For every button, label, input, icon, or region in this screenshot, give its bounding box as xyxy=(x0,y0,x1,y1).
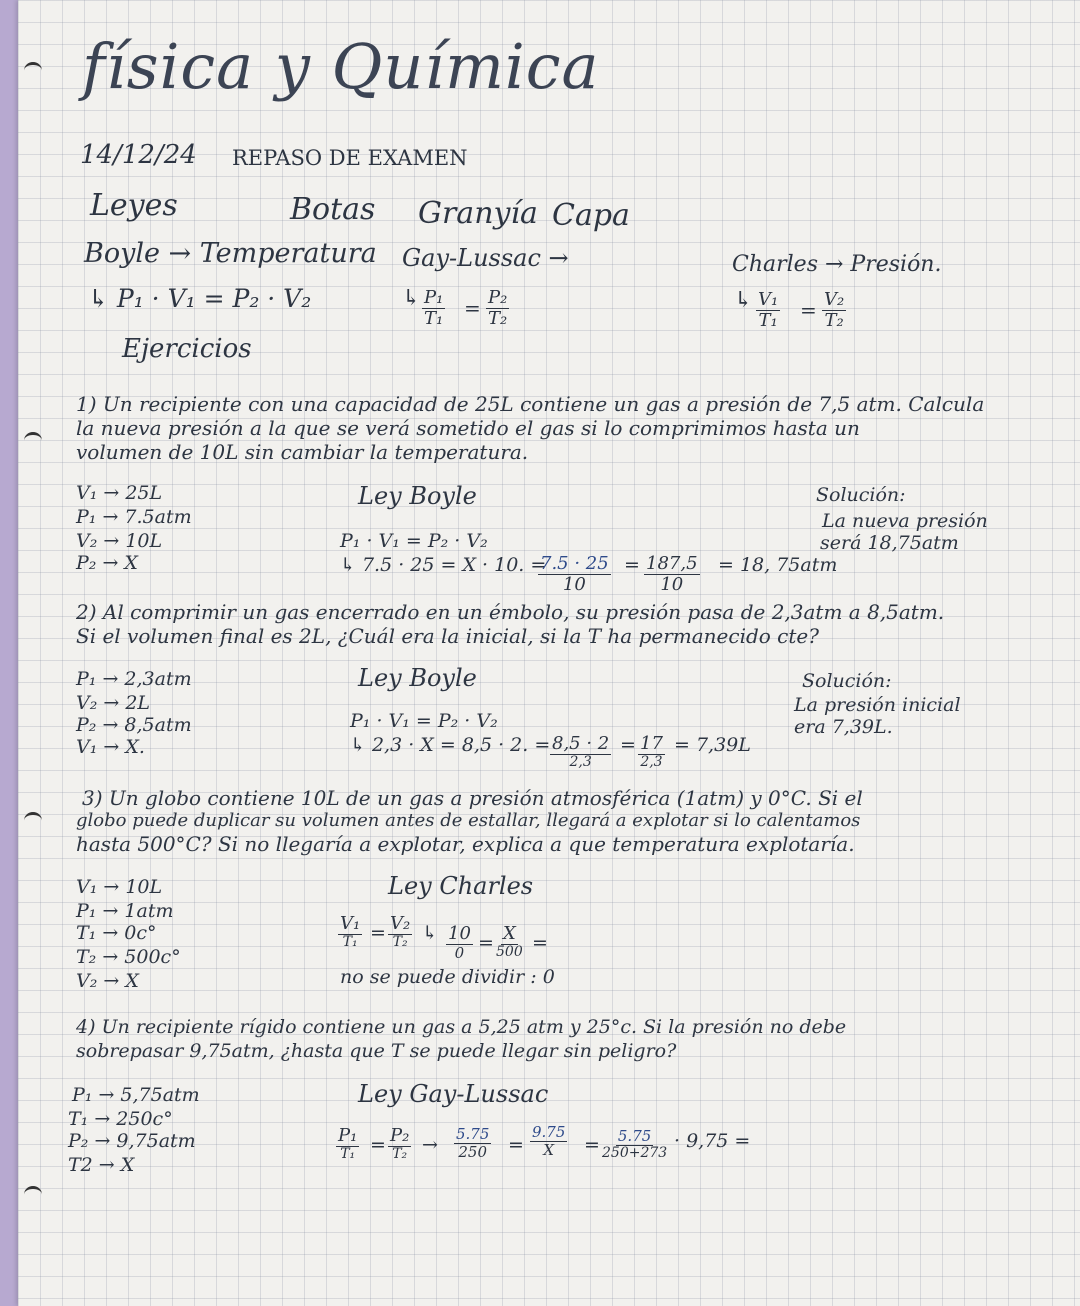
equals-sign: = xyxy=(370,1134,386,1156)
ex2-data-item: V₂ → 2L xyxy=(76,692,151,714)
numerator: P₂ xyxy=(390,1125,410,1146)
ex4-fraction xyxy=(388,1126,411,1162)
ex1-fraction-result xyxy=(644,554,700,595)
numerator: 7.5 · 25 xyxy=(540,553,609,574)
denominator: T₂ xyxy=(824,309,844,331)
ex3-data-item: T₁ → 0c° xyxy=(76,922,157,944)
laws-label: Leyes xyxy=(90,188,178,223)
numerator: V₁ xyxy=(340,913,361,934)
denominator: T₂ xyxy=(488,307,508,329)
gay-lussac-fraction-left xyxy=(422,288,445,329)
equals-sign: = xyxy=(478,932,494,954)
ex2-equation: P₁ · V₁ = P₂ · V₂ xyxy=(350,710,498,732)
ring-hole-icon xyxy=(24,432,42,449)
ex1-statement-line: volumen de 10L sin cambiar la temperatura. xyxy=(76,440,529,464)
gay-lussac-arrow: ↳ xyxy=(402,286,421,311)
ex4-data-item: P₁ → 5,75atm xyxy=(72,1084,200,1106)
ex3-fraction xyxy=(446,924,473,961)
numerator: X xyxy=(502,923,516,944)
numerator: 17 xyxy=(640,733,663,754)
ex2-law: Ley Boyle xyxy=(358,664,477,692)
ex1-calculation: ↳ 7.5 · 25 = X · 10. = xyxy=(340,554,547,576)
ex4-fraction xyxy=(602,1128,667,1161)
denominator: X xyxy=(543,1140,555,1159)
ex4-fraction xyxy=(530,1124,567,1158)
ex2-calculation: ↳ 2,3 · X = 8,5 · 2. = xyxy=(350,734,551,756)
ex3-note: no se puede dividir : 0 xyxy=(340,966,555,988)
numerator: 187,5 xyxy=(646,553,698,574)
ex1-data-item: P₁ → 7.5atm xyxy=(76,506,192,528)
notebook-page xyxy=(18,0,1080,1306)
gay-lussac-fraction-right xyxy=(486,288,509,329)
ex3-arrow: ↳ xyxy=(422,922,438,944)
exercises-heading: Ejercicios xyxy=(122,334,252,364)
ex2-result: = 7,39L xyxy=(674,734,751,756)
ex3-data-item: V₁ → 10L xyxy=(76,876,163,898)
numerator: 8,5 · 2 xyxy=(552,733,610,754)
ex3-equals-tail: = xyxy=(532,932,548,954)
ring-hole-icon xyxy=(24,812,42,829)
denominator: 250+273 xyxy=(602,1144,668,1161)
ring-hole-icon xyxy=(24,62,42,79)
numerator: P₁ xyxy=(424,287,444,308)
ex2-statement-line: 2) Al comprimir un gas encerrado en un émbolo, su presión pasa de 2,3atm a 8,5atm. xyxy=(76,600,945,624)
mnemonic-granja: Granyía xyxy=(418,196,538,231)
equals-sign: = xyxy=(800,298,817,322)
ex1-solution-label: Solución: xyxy=(816,484,906,506)
denominator: 500 xyxy=(496,943,523,960)
ex4-data-item: T2 → X xyxy=(68,1154,135,1176)
denominator: 2,3 xyxy=(640,753,663,770)
numerator: 5.75 xyxy=(456,1125,490,1143)
numerator: 10 xyxy=(448,923,471,944)
numerator: P₁ xyxy=(338,1125,358,1146)
denominator: 0 xyxy=(454,943,465,962)
ex1-data-item: V₁ → 25L xyxy=(76,482,163,504)
numerator: 9.75 xyxy=(532,1123,566,1141)
ex1-law: Ley Boyle xyxy=(358,482,477,510)
ex1-solution-text: será 18,75atm xyxy=(820,532,959,554)
charles-arrow: ↳ xyxy=(734,288,753,313)
ex1-data-item: V₂ → 10L xyxy=(76,530,163,552)
mnemonic-capa: Capa xyxy=(552,198,630,233)
page-title: física y Química xyxy=(82,30,600,103)
equals-sign: = xyxy=(584,1134,600,1156)
ex3-statement-line: 3) Un globo contiene 10L de un gas a presión atmosférica (1atm) y 0°C. Si el xyxy=(82,786,863,810)
ex3-law: Ley Charles xyxy=(388,872,534,900)
ex3-statement-line: globo puede duplicar su volumen antes de estallar, llegará a explotar si lo calentamos xyxy=(76,810,861,831)
denominator: 10 xyxy=(562,573,586,595)
charles-fraction-right xyxy=(822,290,846,331)
gay-lussac-label: Gay-Lussac → xyxy=(402,244,569,272)
minus-sign: = xyxy=(624,554,640,576)
ex3-fraction xyxy=(338,914,362,950)
ex4-law: Ley Gay-Lussac xyxy=(358,1080,549,1108)
ex4-arrow: → xyxy=(422,1134,438,1156)
ex2-solution-text: La presión inicial xyxy=(794,694,961,716)
ex4-data-item: T₁ → 250c° xyxy=(68,1108,173,1130)
denominator: 10 xyxy=(660,573,684,595)
numerator: V₂ xyxy=(390,913,411,934)
ex3-data-item: P₁ → 1atm xyxy=(76,900,174,922)
ex2-data-item: V₁ → X. xyxy=(76,736,145,758)
ex3-fraction xyxy=(496,924,523,960)
ring-hole-icon xyxy=(24,1186,42,1203)
denominator: T₂ xyxy=(392,1145,408,1162)
equals-sign: = xyxy=(370,922,386,944)
denominator: 250 xyxy=(458,1142,488,1161)
numerator: P₂ xyxy=(488,287,508,308)
ex4-fraction xyxy=(454,1126,491,1160)
ex2-data-item: P₁ → 2,3atm xyxy=(76,668,192,690)
ex4-statement-line: 4) Un recipiente rígido contiene un gas a 5,25 atm y 25°c. Si la presión no debe xyxy=(76,1016,847,1038)
ex2-fraction xyxy=(550,734,611,770)
boyle-label: Boyle → Temperatura xyxy=(84,238,377,269)
ex4-tail: · 9,75 = xyxy=(674,1130,751,1152)
ex2-data-item: P₂ → 8,5atm xyxy=(76,714,192,736)
ex3-data-item: V₂ → X xyxy=(76,970,139,992)
charles-fraction-left xyxy=(756,290,780,331)
ex3-fraction xyxy=(388,914,412,950)
ex4-fraction xyxy=(336,1126,359,1162)
ex2-statement-line: Si el volumen final es 2L, ¿Cuál era la inicial, si la T ha permanecido cte? xyxy=(76,624,819,648)
denominator: T₁ xyxy=(342,933,358,950)
ex1-fraction xyxy=(538,554,611,595)
ex2-solution-label: Solución: xyxy=(802,670,892,692)
section-heading: REPASO DE EXAMEN xyxy=(232,146,468,170)
equals-sign: = xyxy=(464,296,481,320)
ex1-statement-line: la nueva presión a la que se verá sometido el gas si lo comprimimos hasta un xyxy=(76,416,860,440)
ex1-statement-line: 1) Un recipiente con una capacidad de 25L contiene un gas a presión de 7,5 atm. Calcula xyxy=(76,392,985,416)
denominator: T₁ xyxy=(424,307,444,329)
boyle-formula: ↳ P₁ · V₁ = P₂ · V₂ xyxy=(88,284,312,313)
ex4-data-item: P₂ → 9,75atm xyxy=(68,1130,196,1152)
denominator: 2,3 xyxy=(569,753,592,770)
numerator: V₁ xyxy=(758,289,779,310)
numerator: V₂ xyxy=(824,289,845,310)
ex1-solution-text: La nueva presión xyxy=(822,510,988,532)
equals-sign: = xyxy=(620,734,636,756)
ex3-statement-line: hasta 500°C? Si no llegaría a explotar, explica a que temperatura explotaría. xyxy=(76,832,855,856)
denominator: T₂ xyxy=(392,933,408,950)
ex1-data-item: P₂ → X xyxy=(76,552,138,574)
ex3-data-item: T₂ → 500c° xyxy=(76,946,181,968)
charles-label: Charles → Presión. xyxy=(732,252,942,277)
ex2-fraction-result xyxy=(638,734,665,770)
ex1-equation: P₁ · V₁ = P₂ · V₂ xyxy=(340,530,488,552)
ex4-statement-line: sobrepasar 9,75atm, ¿hasta que T se puede llegar sin peligro? xyxy=(76,1040,677,1062)
numerator: 5.75 xyxy=(617,1127,652,1145)
denominator: T₁ xyxy=(340,1145,356,1162)
ex2-solution-text: era 7,39L. xyxy=(794,716,893,738)
denominator: T₁ xyxy=(758,309,778,331)
equals-sign: = xyxy=(508,1134,524,1156)
date: 14/12/24 xyxy=(80,140,197,170)
mnemonic-botas: Botas xyxy=(290,192,376,227)
ex1-result: = 18, 75atm xyxy=(718,554,838,576)
